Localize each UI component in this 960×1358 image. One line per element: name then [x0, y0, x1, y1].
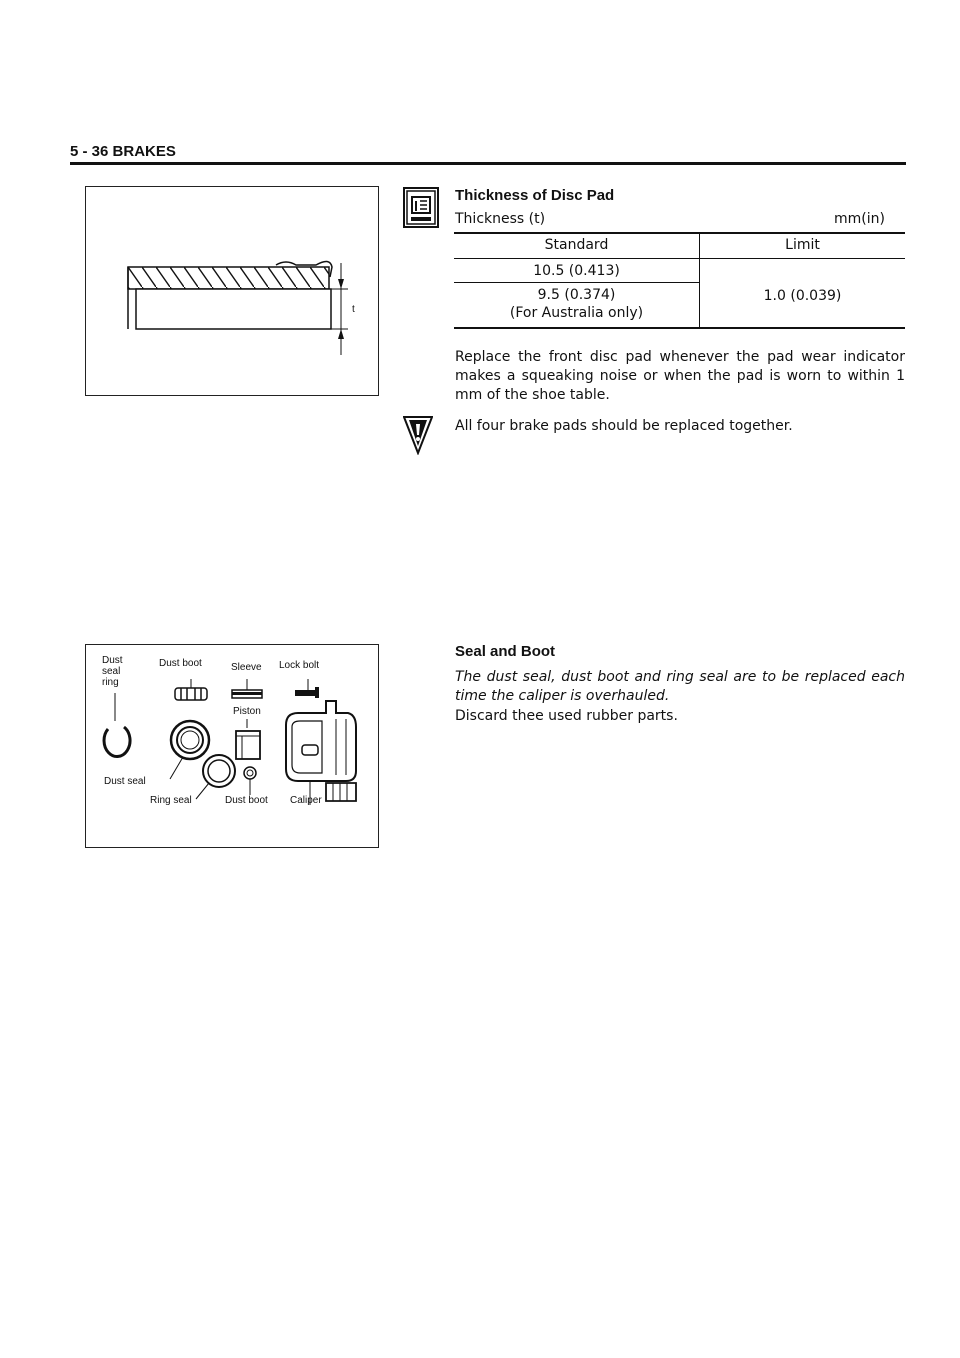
table-top-rule: [454, 232, 905, 234]
spec-title: Thickness of Disc Pad: [455, 187, 615, 204]
table-header-rule: [454, 258, 905, 259]
label-dust-seal-ring-2: seal: [102, 666, 121, 677]
seal-paragraph-2: Discard thee used rubber parts.: [455, 708, 678, 724]
label-lock-bolt: Lock bolt: [279, 660, 320, 671]
label-dust-seal: Dust seal: [104, 776, 146, 787]
seal-title: Seal and Boot: [455, 643, 556, 660]
label-caliper: Caliper: [290, 795, 322, 806]
seal-boot-figure: [85, 644, 379, 848]
disc-pad-drawing: [86, 187, 380, 397]
seal-paragraph: The dust seal, dust boot and ring seal are to be replaced each time the caliper is overhauled.: [455, 669, 905, 704]
standard-value-2: 9.5 (0.374): [537, 287, 616, 303]
warning-triangle-icon: [403, 415, 433, 455]
spec-paragraph: Replace the front disc pad whenever the pad wear indicator makes a squeaking noise or when the pad is worn to within 1 mm of the shoe table.: [455, 349, 905, 403]
header-standard: Standard: [544, 237, 609, 253]
label-ring-seal: Ring seal: [150, 795, 192, 806]
header-limit: Limit: [785, 237, 820, 253]
standard-note-2: (For Australia only): [509, 305, 644, 321]
label-sleeve: Sleeve: [231, 662, 262, 673]
spec-book-icon: [403, 187, 439, 228]
label-dust-boot-top: Dust boot: [159, 658, 202, 669]
spec-table: [454, 232, 905, 328]
limit-value: 1.0 (0.039): [763, 288, 842, 304]
disc-pad-figure: [85, 186, 379, 396]
page-header: 5 - 36 BRAKES: [70, 143, 176, 160]
label-dust-seal-ring-1: Dust: [102, 655, 123, 666]
warning-text: All four brake pads should be replaced together.: [455, 418, 793, 434]
caliper-parts-drawing: [86, 645, 380, 849]
table-bottom-rule: [454, 327, 905, 329]
label-dust-boot-bottom: Dust boot: [225, 795, 268, 806]
label-piston: Piston: [233, 706, 261, 717]
label-dust-seal-ring-3: ring: [102, 677, 119, 688]
spec-unit: mm(in): [834, 211, 885, 227]
header-rule: [70, 162, 906, 165]
spec-subtitle: Thickness (t): [455, 211, 546, 227]
thickness-dimension-label: t: [352, 304, 355, 315]
table-row-rule: [454, 282, 699, 283]
standard-value-1: 10.5 (0.413): [533, 263, 620, 279]
